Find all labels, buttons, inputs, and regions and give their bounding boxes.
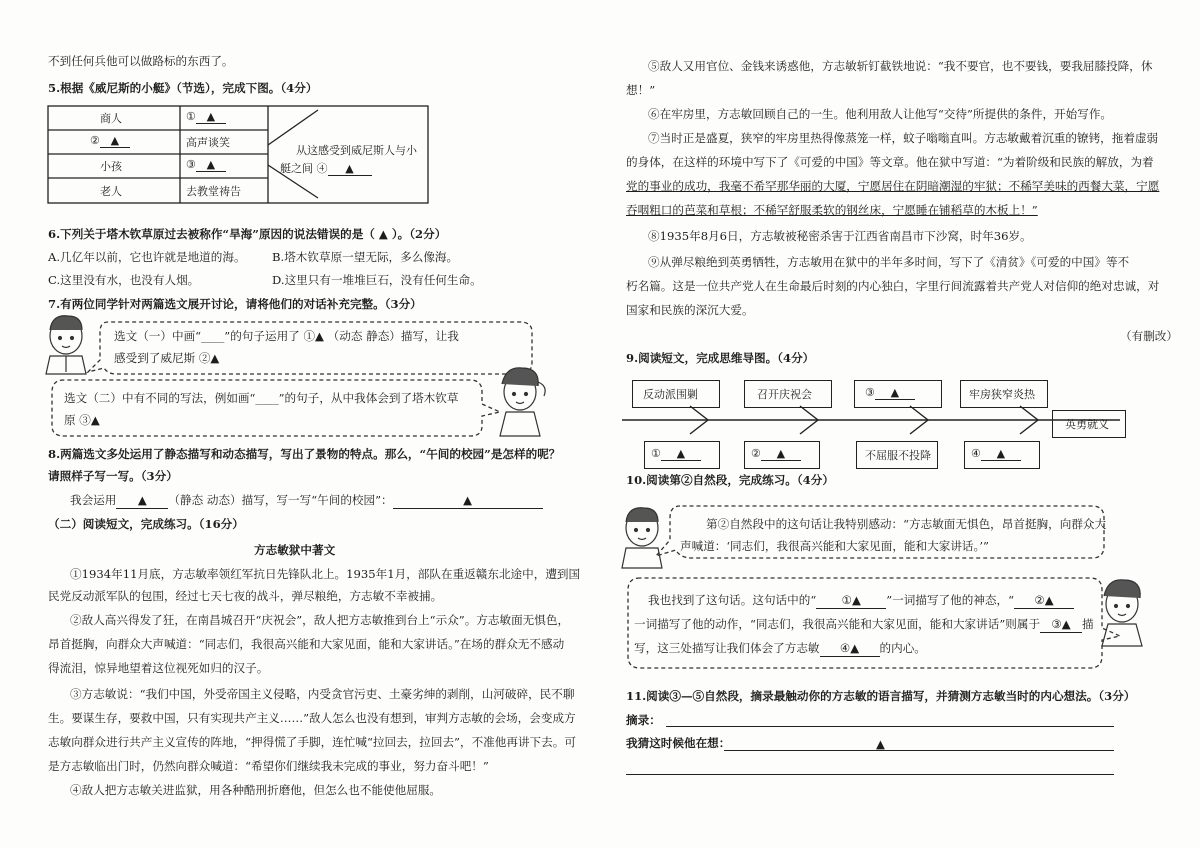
para-line: ⑨从弹尽粮绝到英勇牺牲，方志敏用在狱中的半年多时间，写下了《清贫》《可爱的中国》等不 xyxy=(648,255,1130,269)
para-line: ③方志敏说：“我们中国，外受帝国主义侵略，内受贪官污吏、土豪劣绅的剥削，山河破碎，民不聊 xyxy=(70,687,575,701)
para-line: 民党反动派军队的包围，经过七天七夜的战斗，弹尽粮绝，方志敏不幸被捕。 xyxy=(48,589,443,603)
q7-bubble2-line2: 原 ③▲ xyxy=(64,413,100,427)
boy-figure xyxy=(46,316,86,374)
para-line: ①1934年11月底，方志敏率领红军抗日先锋队北上。1935年1月，部队在重返赣东北途中，遭到国 xyxy=(70,567,581,581)
q5-side-text-2: 艇之间 ④ ▲ xyxy=(280,160,372,176)
q8-title-2: 请照样子写一写。（3分） xyxy=(48,469,178,483)
para-line: 想！” xyxy=(626,83,656,97)
para-line: 是方志敏临出门时，仍然向群众喊道：“希望你们继续我未完成的事业，努力奋斗吧！” xyxy=(48,759,489,773)
q8-title: 8.两篇选文多处运用了静态描写和动态描写，写出了景物的特点。那么，“午间的校园”是怎样的呢？ xyxy=(48,447,561,461)
q8-answer-line: 我会运用 ▲ （静态 动态）描写，写一写“午间的校园”： ▲ xyxy=(70,492,543,509)
q7-bubble2-line1: 选文（二）中有不同的写法，例如画“____”的句子，从中我体会到了塔木钦草 xyxy=(64,391,459,405)
q5-row3-left: 小孩 xyxy=(100,160,122,173)
para-line-underlined: 吞咽粗口的芭菜和草根；不稀罕舒服柔软的钢丝床，宁愿睡在铺稻草的木板上！” xyxy=(626,203,1038,217)
q9-top-box-3: ③ ▲ xyxy=(854,380,942,408)
answer-line[interactable] xyxy=(724,750,1114,751)
para-line: ④敌人把方志敏关进监狱，用各种酷刑折磨他，但怎么也不能使他屈服。 xyxy=(70,783,442,797)
q10-bubble2-line2: 一词描写了他的动作，“同志们，我很高兴能和大家见面，能和大家讲话”则属于 ③▲ 描 xyxy=(634,617,1094,631)
q6-option-a: A.几亿年以前，它也许就是地道的海。 xyxy=(48,250,246,264)
q9-title: 9.阅读短文，完成思维导图。（4分） xyxy=(626,351,815,365)
q10-bubble1-line2: 声喊道：‘同志们，我很高兴能和大家见面，能和大家讲话。’” xyxy=(680,539,989,553)
source-note: （有删改） xyxy=(1120,329,1178,343)
q9-bottom-box-3: 不屈服不投降 xyxy=(856,441,938,469)
q7-bubble1-line1: 选文（一）中画“____”的句子运用了 ①▲ （动态 静态）描写，让我 xyxy=(114,329,459,343)
q6-option-b: B.塔木钦草原一望无际，多么像海。 xyxy=(272,250,459,264)
q7-bubble1-line2: 感受到了威尼斯 ②▲ xyxy=(114,351,220,365)
q5-row2-left: ② ▲ xyxy=(90,134,130,148)
para-line: 朽名篇。这是一位共产党人在生命最后时刻的内心独白，字里行间流露着共产党人对信仰的绝对忠诚，对 xyxy=(626,279,1160,293)
para-line: ⑦当时正是盛夏，狭窄的牢房里热得像蒸笼一样，蚊子嗡嗡直叫。方志敏戴着沉重的镣铐，拖着虚弱 xyxy=(648,131,1159,145)
q5-row4-right: 去教堂祷告 xyxy=(186,185,241,198)
q9-bottom-box-2: ② ▲ xyxy=(744,441,820,469)
q10-title: 10.阅读第②自然段，完成练习。（4分） xyxy=(626,473,834,487)
q5-row2-right: 高声谈笑 xyxy=(186,136,230,149)
q9-bottom-box-4: ④ ▲ xyxy=(964,441,1040,469)
girl-figure xyxy=(500,368,545,436)
q10-bubble2-line3: 写，这三处描写让我们体会了方志敏 ④▲ 的内心。 xyxy=(634,641,926,655)
para-line: 的身体，在这样的环境中写下了《可爱的中国》等文章。他在狱中写道：“为着阶级和民族的解放，为着 xyxy=(626,155,1154,169)
boy-figure-2 xyxy=(622,508,662,568)
para-line: 得流泪，惊异地望着这位视死如归的汉子。 xyxy=(48,661,269,675)
q5-side-text-1: 从这感受到威尼斯人与小 xyxy=(296,144,417,157)
q9-bottom-box-1: ① ▲ xyxy=(644,441,720,469)
para-line: ⑤敌人又用官位、金钱来诱惑他，方志敏斩钉截铁地说：“我不要官，也不要钱，要我屈膝投降，休 xyxy=(648,59,1153,73)
right-page xyxy=(600,0,1200,848)
section-2-title: （二）阅读短文，完成练习。（16分） xyxy=(48,517,244,531)
q10-bubbles xyxy=(600,0,1200,848)
q10-bubble1-line1: 第②自然段中的这句话让我特别感动：“方志敏面无惧色，昂首挺胸，向群众大 xyxy=(706,517,1107,531)
q6-option-c: C.这里没有水，也没有人烟。 xyxy=(48,273,200,287)
q9-top-box-2: 召开庆祝会 xyxy=(744,380,832,408)
q9-top-box-1: 反动派围剿 xyxy=(632,380,720,408)
q11-title: 11.阅读③—⑤自然段，摘录最触动你的方志敏的语言描写，并猜测方志敏当时的内心想法。（3分） xyxy=(626,689,1136,703)
q11-mark: ▲ xyxy=(876,737,885,751)
q11-label-excerpt: 摘录： xyxy=(626,713,661,727)
q5-row1-right: ① ▲ xyxy=(186,110,226,124)
q5-row1-left: 商人 xyxy=(100,112,122,125)
para-line: ②敌人高兴得发了狂，在南昌城召开“庆祝会”，敌人把方志敏推到台上“示众”。方志敏面无惧色， xyxy=(70,613,570,627)
girl-figure-2 xyxy=(1102,580,1142,646)
q10-bubble2-line1: 我也找到了这句话。这句话中的“ ①▲ ”一词描写了他的神态，“ ②▲ xyxy=(648,592,1074,609)
para-line: 国家和民族的深沉大爱。 xyxy=(626,303,754,317)
para-line: 昂首挺胸，向群众大声喊道：“同志们，我很高兴能和大家见面，能和大家讲话。”在场的群众无不感动 xyxy=(48,637,565,651)
para-line: 志敏向群众进行共产主义宣传的阵地，“押得慌了手脚，连忙喊“拉回去，拉回去”，不准他再讲下去。可 xyxy=(48,735,576,749)
para-line: ⑧1935年8月6日，方志敏被秘密杀害于江西省南昌市下沙窝，时年36岁。 xyxy=(648,229,1032,243)
answer-line[interactable] xyxy=(666,726,1114,727)
q11-label-guess: 我猜这时候他在想： xyxy=(626,736,731,750)
para-line: 生。要谋生存，要救中国，只有实现共产主义……”敌人怎么也没有想到，审判方志敏的会场，会变成方 xyxy=(48,711,576,725)
answer-line[interactable] xyxy=(626,774,1114,775)
q9-top-box-4: 牢房狭窄炎热 xyxy=(960,380,1048,408)
article-title: 方志敏狱中著文 xyxy=(254,543,336,557)
q5-row4-left: 老人 xyxy=(100,185,122,198)
top-line: 不到任何兵他可以做路标的东西了。 xyxy=(48,54,234,68)
para-line-underlined: 党的事业的成功，我毫不希罕那华丽的大厦，宁愿居住在阴暗潮湿的牢狱；不稀罕美味的西餐大菜，宁愿 xyxy=(626,179,1160,193)
q6-title: 6.下列关于塔木钦草原过去被称作“旱海”原因的说法错误的是（ ▲ ）。（2分） xyxy=(48,227,447,241)
q5-title: 5.根据《威尼斯的小艇》（节选），完成下图。（4分） xyxy=(48,81,318,95)
q5-row3-right: ③ ▲ xyxy=(186,158,226,172)
para-line: ⑥在牢房里，方志敏回顾自己的一生。他利用敌人让他写“交待”所提供的条件，开始写作。 xyxy=(648,107,1113,121)
q7-title: 7.有两位同学针对两篇选文展开讨论，请将他们的对话补充完整。（3分） xyxy=(48,297,422,311)
q6-option-d: D.这里只有一堆堆巨石，没有任何生命。 xyxy=(272,273,482,287)
q9-end-box: 英勇就义 xyxy=(1052,410,1126,438)
